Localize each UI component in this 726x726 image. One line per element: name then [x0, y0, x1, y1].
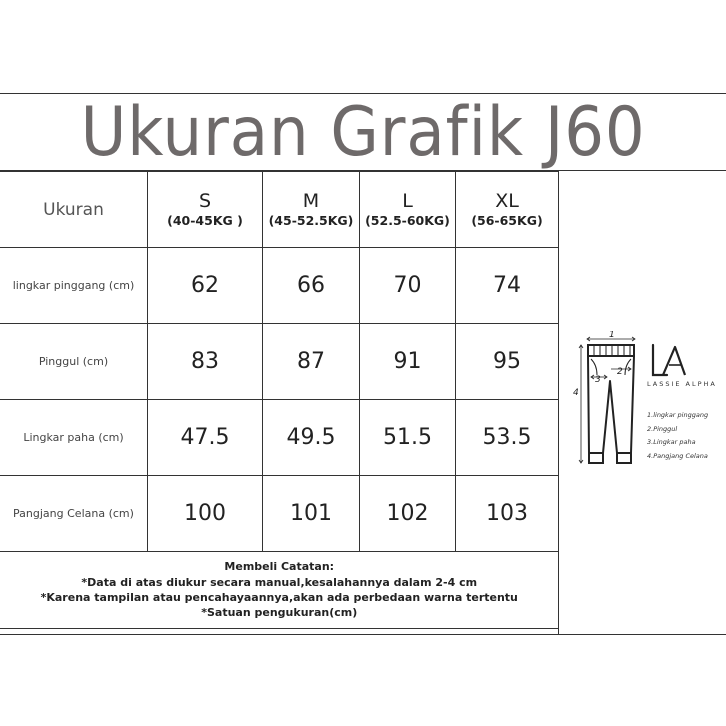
size-range: (40-45KG ) — [167, 212, 243, 228]
legend-item: 1.lingkar pinggang — [647, 411, 709, 419]
brand-name: LASSIE ALPHA — [647, 380, 717, 388]
size-name: L — [402, 190, 413, 213]
legend-item: 2.Pinggul — [647, 424, 678, 433]
table-cell: 102 — [360, 476, 456, 552]
marker-3: 3 — [595, 375, 601, 385]
table-cell: 53.5 — [456, 400, 559, 476]
size-header-m — [263, 172, 360, 248]
marker-1: 1 — [609, 331, 615, 340]
title-row — [0, 94, 726, 171]
page-title: Ukuran Grafik J60 — [80, 93, 646, 172]
size-range: (45-52.5KG) — [268, 212, 354, 228]
row-label: Pinggul (cm) — [0, 324, 148, 400]
note-line: *Karena tampilan atau pencahayaannya,akan ada perbedaan warna tertentu — [40, 591, 518, 604]
table-cell: 66 — [263, 248, 360, 324]
marker-2: 2 — [617, 367, 623, 377]
note-line: *Data di atas diukur secara manual,kesalahannya dalam 2-4 cm — [81, 575, 478, 589]
legend-item: 3.Lingkar paha — [647, 438, 696, 446]
table-cell: 103 — [456, 476, 559, 552]
size-name: XL — [495, 190, 519, 213]
table-cell: 47.5 — [148, 400, 263, 476]
size-header-s — [148, 172, 263, 248]
table-cell: 83 — [148, 324, 263, 400]
header-label: Ukuran — [43, 199, 104, 220]
notes-heading: Membeli Catatan: — [224, 560, 335, 574]
pants-diagram-icon — [573, 331, 643, 471]
size-header-xl — [456, 172, 559, 248]
size-name: M — [302, 190, 320, 213]
size-name: S — [198, 190, 212, 213]
table-cell: 87 — [263, 324, 360, 400]
row-label: Pangjang Celana (cm) — [0, 476, 148, 552]
note-line: *Satuan pengukuran(cm) — [201, 606, 358, 620]
table-cell: 70 — [360, 248, 456, 324]
table-cell: 100 — [148, 476, 263, 552]
table-header-row — [0, 172, 559, 248]
measurement-panel — [558, 171, 726, 634]
table-row — [0, 476, 559, 552]
notes-row — [0, 552, 559, 629]
table-cell: 51.5 — [360, 400, 456, 476]
size-chart — [0, 93, 726, 635]
measurement-legend — [647, 409, 708, 463]
notes-cell — [0, 552, 559, 629]
size-table — [0, 171, 559, 629]
table-row — [0, 324, 559, 400]
table-cell: 62 — [148, 248, 263, 324]
header-label-cell — [0, 172, 148, 248]
marker-4: 4 — [573, 388, 579, 398]
row-label: lingkar pinggang (cm) — [0, 248, 148, 324]
legend-item: 4.Pangjang Celana — [647, 451, 708, 460]
table-cell: 91 — [360, 324, 456, 400]
table-row — [0, 400, 559, 476]
table-cell: 101 — [263, 476, 360, 552]
table-cell: 95 — [456, 324, 559, 400]
table-cell: 74 — [456, 248, 559, 324]
size-header-l — [360, 172, 456, 248]
size-range: (52.5-60KG) — [365, 212, 450, 228]
table-row — [0, 248, 559, 324]
size-range: (56-65KG) — [471, 212, 543, 228]
table-cell: 49.5 — [263, 400, 360, 476]
lassie-alpha-logo-icon — [645, 341, 695, 381]
row-label: Lingkar paha (cm) — [0, 400, 148, 476]
